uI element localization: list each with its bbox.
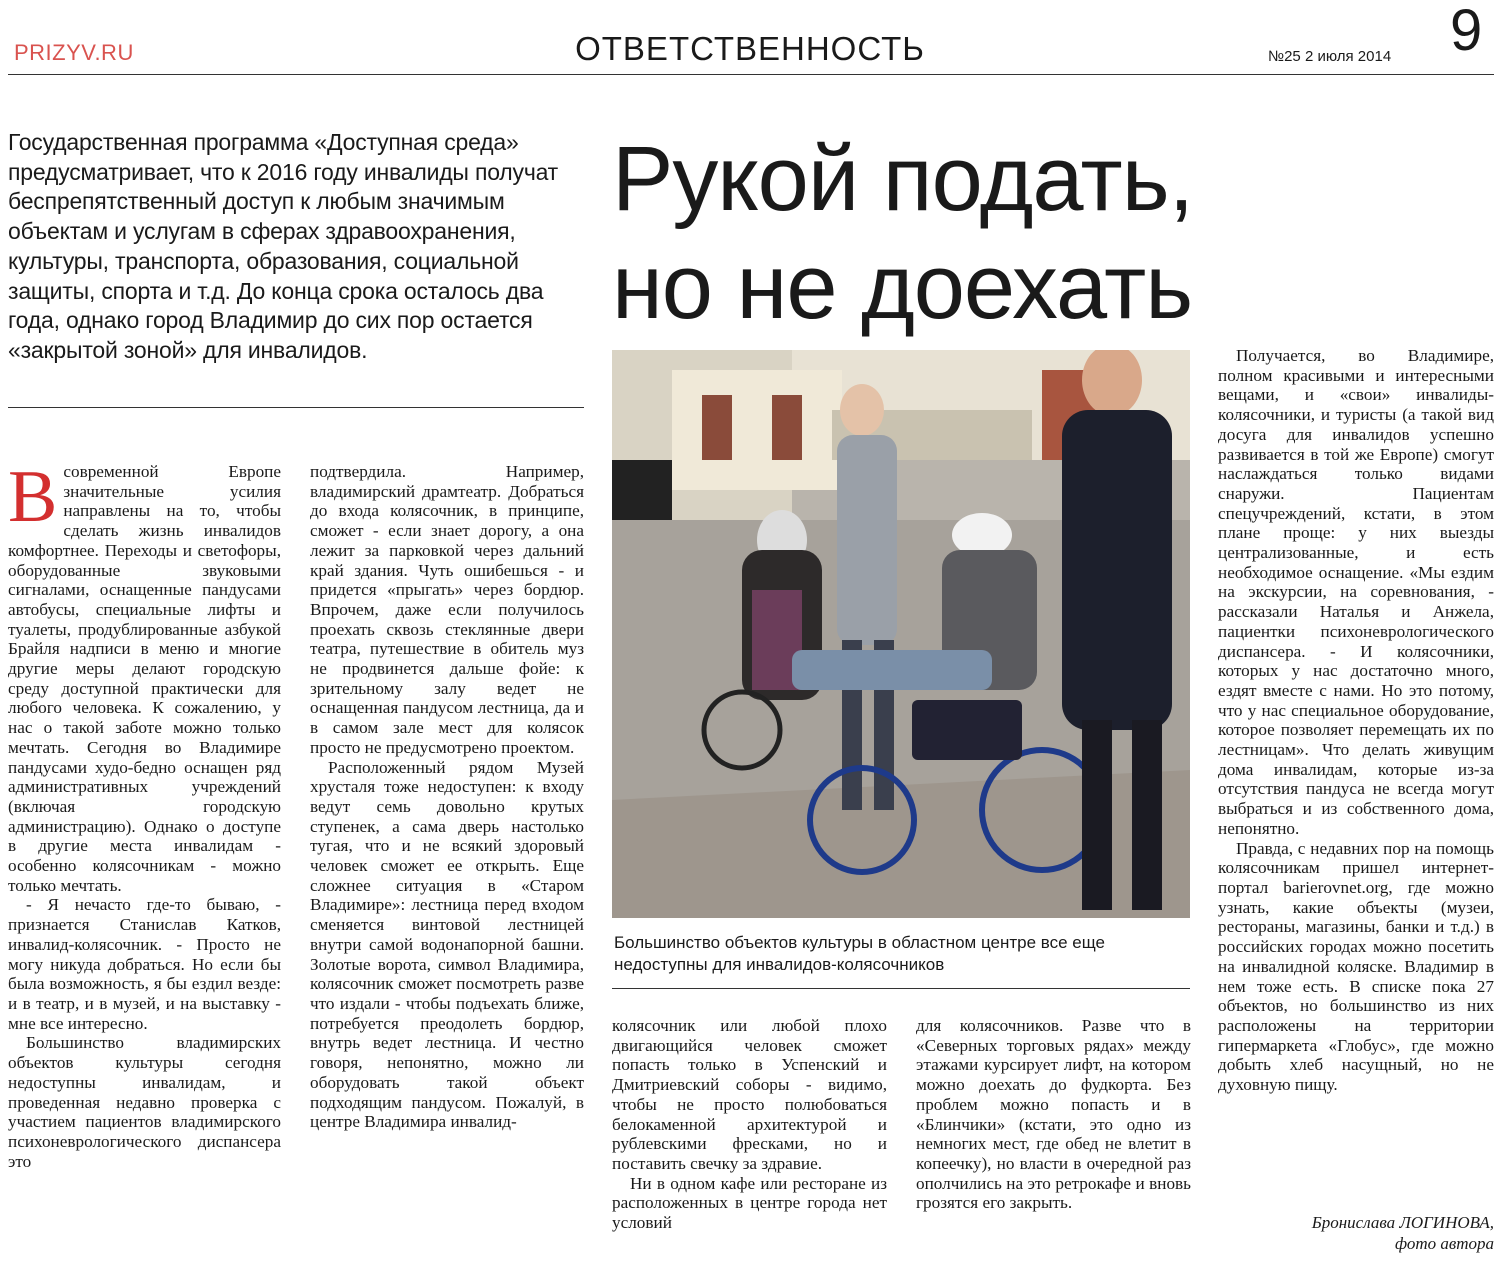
byline-author: Бронислава ЛОГИНОВА, <box>1311 1213 1494 1232</box>
article-column-1 <box>8 456 281 1171</box>
headline <box>612 125 1492 341</box>
header-rule <box>8 74 1494 75</box>
page-number: 9 <box>1450 0 1483 63</box>
paragraph: Расположенный рядом Музей хрусталя тоже недоступен: к входу ведут семь довольно крутых ступенек, а сама дверь настолько тугая, что и не всякий здоровый человек сможет ее открыть. Еще сложнее ситуация в «Старом Владимире»: лестница перед входом сменяется винтовой лестницей внутри самой водонапорной башни. Золотые ворота, символ Владимира, колясочник сможет посмотреть разве что издали - чтобы подъехать ближе, потребуется преодолеть бордюр, внутрь ведет лестница. И честно говоря, непонятно, можно ли оборудовать такой объект подходящим пандусом. Пожалуй, в центре Владимира инвалид- <box>310 757 584 1132</box>
paragraph: колясочник или любой плохо двигающийся человек сможет попасть только в Успенский и Дмитриевский соборы - видимо, чтобы не просто полюбоваться белокаменной архитектурой и рублевскими фресками, но и поставить свечку за здравие. <box>612 1016 887 1173</box>
headline-line-1: Рукой подать, <box>612 128 1194 230</box>
paragraph: Получается, во Владимире, полном красивыми и интересными вещами, и «свои» инвалиды-колясочники, и туристы (а такой вид досуга для инвалидов успешно развивается в той же Европе) смогут наслаждаться только видами снаружи. Пациентам спецучреждений, кстати, в этом плане проще: у них выезды централизованные, и есть необходимое оснащение. «Мы ездим на экскурсии, на соревнования, - рассказали Наталья и Анжела, пациентки психоневрологического диспансера. - И колясочники, которых у нас достаточно много, ездят вместе с нами. Но это потому, что у нас специальное оборудование, которое позволяет перемещать их по лестницам». Что делать живущим дома инвалидам, которые из-за отсутствия пандуса не всегда могут выбраться и из собственного дома, непонятно. <box>1218 346 1494 838</box>
article-lead: Государственная программа «Доступная среда» предусматривает, что к 2016 году инвалиды получат беспрепятственный доступ к любым значимым объектам и услугам в сферах здравоохранения, культуры, транспорта, образования, социальной защиты, спорта и т.д. До конца срока осталось два года, однако город Владимир до сих пор остается «закрытой зоной» для инвалидов. <box>8 129 559 363</box>
paragraph: Большинство владимирских объектов культуры сегодня недоступны инвалидам, и проведенная недавно проверка с участием пациентов владимирского психоневрологического диспансера это <box>8 1033 281 1171</box>
byline-credit: фото автора <box>1394 1234 1494 1253</box>
paragraph: Правда, с недавних пор на помощь колясочникам пришел интернет-портал barierovnet.org, где можно узнать, какие объекты (музеи, рестораны, магазины, банки и т.д.) в российских городах можно посетить на инвалидной коляске. Владимир в нем тоже есть. В списке пока 27 объектов, но большинство из них расположены на территории гипермаркета «Глобус», где можно добыть хлеб насущный, но не духовную пищу. <box>1218 838 1494 1095</box>
photo-caption: Большинство объектов культуры в областном центре все еще недоступны для инвалидов-колясочников <box>614 933 1105 974</box>
paragraph: подтвердила. Например, владимирский драмтеатр. Добраться до входа колясочник, в принципе, сможет - если знает дорогу, а она лежит за парковкой через дальний край здания. Чуть ошибешься - и придется «прыгать» через бордюр. Впрочем, даже если получилось проехать сквозь стеклянные двери театра, путешествие в обитель муз не продвинется дальше фойе: к зрительному залу ведет не оснащенная пандусом лестница, да и в самом зале мест для колясок просто не предусмотрено проектом. <box>310 462 584 757</box>
article-column-4 <box>916 1016 1191 1213</box>
paragraph-text: современной Европе значительные усилия направлены на то, чтобы сделать жизнь инвалидов комфортнее. Переходы и светофоры, оборудованные звуковыми сигналами, оснащенные пандусами автобусы, специальные лифты и туалеты, продублированные азбукой Брайля надписи в меню и многие другие меры делают городскую среду доступной практически для любого человека. К сожалению, у нас о такой заботе можно только мечтать. Сегодня во Владимире пандусами худо-бедно оснащен ряд административных учреждений (включая городскую администрацию). Однако о доступе в другие места инвалидам - особенно колясочникам - можно только мечтать. <box>8 462 281 895</box>
photo-illustration <box>612 350 1190 918</box>
article-column-2 <box>310 462 584 1132</box>
drop-cap: В <box>8 456 58 538</box>
headline-line-2: но не доехать <box>612 236 1193 338</box>
issue-date: №25 2 июля 2014 <box>1268 48 1392 65</box>
paragraph: Ни в одном кафе или ресторане из расположенных в центре города нет условий <box>612 1173 887 1233</box>
article-column-3 <box>612 1016 887 1233</box>
lead-rule <box>8 407 584 408</box>
site-name: PRIZYV.RU <box>14 40 134 65</box>
article-column-5 <box>1218 346 1494 1095</box>
paragraph: - Я нечасто где-то бываю, - признается Станислав Катков, инвалид-колясочник. - Просто не могу никуда добраться. Но если бы была возможность, я бы ездил везде: и в театр, и в музей, и на выставку - мне все интересно. <box>8 895 281 1033</box>
paragraph <box>8 456 281 895</box>
section-title: ОТВЕТСТВЕННОСТЬ <box>575 30 925 67</box>
paragraph: для колясочников. Разве что в «Северных торговых рядах» между этажами курсирует лифт, на котором можно доехать до фудкорта. Без проблем можно попасть и в «Блинчики» (кстати, это одно из немногих мест, где обед не влетит в копеечку), но власти в очередной раз ополчились на это ретрокафе и вновь грозятся его закрыть. <box>916 1016 1191 1213</box>
caption-rule <box>612 988 1190 989</box>
article-photo <box>612 350 1190 918</box>
byline <box>1218 1212 1494 1254</box>
